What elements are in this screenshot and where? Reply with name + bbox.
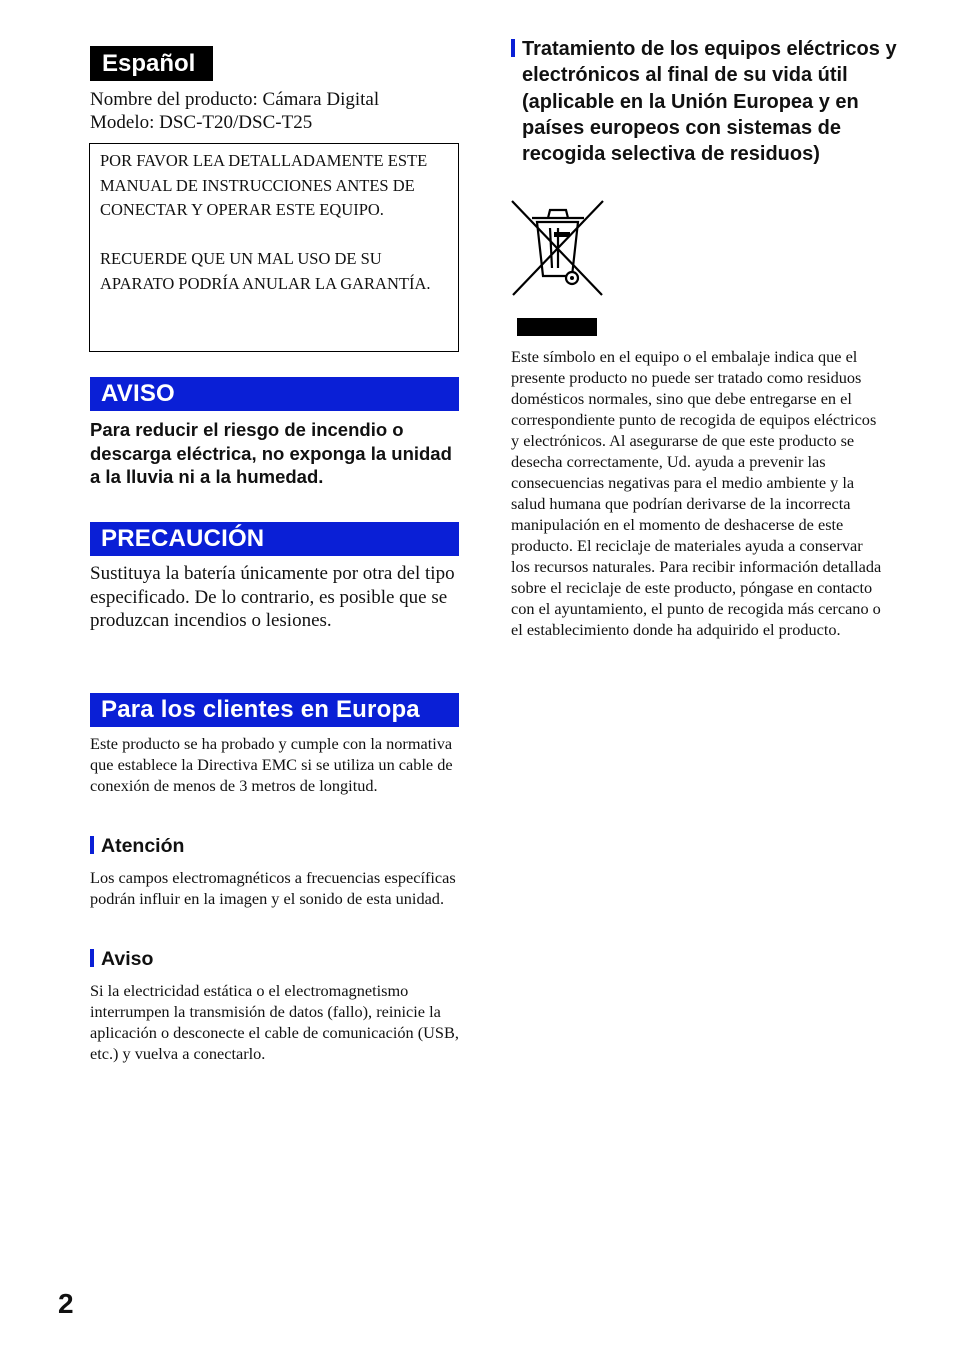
heading-marker (511, 39, 515, 57)
heading-marker (90, 836, 94, 854)
aviso-text: Para reducir el riesgo de incendio o descarga eléctrica, no exponga la unidad a la lluvia ni a la humedad. (90, 419, 452, 488)
weee-text: Este símbolo en el equipo o el embalaje indica que el presente producto no puede ser tratado como residuos domésticos normales, sino que debe entregarse en el correspondiente punto de recogida de equipos eléctricos y electrónicos. Al asegurarse de que este producto se desecha correctamente, Ud. ayuda a prevenir las consecuencias negativas para el medio ambiente y la salud humana que podrían derivarse de la incorrecta manipulación en el momento de deshacerse de este producto. El reciclaje de materiales ayuda a conservar los recursos naturales. Para recibir información detallada sobre el reciclaje de este producto, póngase en contacto con el ayuntamiento, el punto de recogida más cercano o el establecimiento donde ha adquirido el producto. (511, 347, 882, 639)
heading-marker (90, 949, 94, 967)
aviso-sub-heading (90, 947, 153, 971)
crossed-out-bin-icon (510, 198, 606, 298)
aviso-sub-text: Si la electricidad estática o el electromagnetismo interrumpen la transmisión de datos (fallo), reinicie la aplicación o desconecte el cable de comunicación (USB, etc.) y vuelva a conectarlo. (90, 981, 459, 1063)
europa-title-bar: Para los clientes en Europa (90, 693, 459, 727)
aviso-sub-heading-label: Aviso (101, 948, 154, 970)
product-model: Modelo: DSC-T20/DSC-T25 (90, 112, 313, 133)
weee-heading-label: Tratamiento de los equipos eléctricos y electrónicos al final de su vida útil (aplicable en la Unión Europea y en países europeos con sistemas de recogida selectiva de residuos) (522, 38, 897, 166)
europa-text: Este producto se ha probado y cumple con la normativa que establece la Directiva EMC si se utiliza un cable de conexión de menos de 3 metros de longitud. (90, 734, 453, 795)
notice-paragraph-warranty: RECUERDE QUE UN MAL USO DE SU APARATO PODRÍA ANULAR LA GARANTÍA. (100, 249, 431, 293)
aviso-title-bar: AVISO (90, 377, 459, 411)
page-number: 2 (58, 1288, 74, 1319)
atencion-heading-label: Atención (101, 835, 185, 857)
atencion-heading (90, 834, 184, 858)
weee-heading (511, 36, 911, 167)
notice-paragraph-read-manual: POR FAVOR LEA DETALLADAMENTE ESTE MANUAL DE INSTRUCCIONES ANTES DE CONECTAR Y OPERAR ESTE EQUIPO. (100, 151, 428, 220)
weee-black-bar (517, 318, 597, 336)
atencion-text: Los campos electromagnéticos a frecuencias específicas podrán influir en la imagen y el sonido de esta unidad. (90, 868, 456, 908)
precaucion-text: Sustituya la batería únicamente por otra del tipo especificado. De lo contrario, es posible que se produzcan incendios o lesiones. (90, 563, 455, 631)
notice-box (89, 143, 459, 352)
language-tab: Español (90, 46, 213, 81)
product-name: Nombre del producto: Cámara Digital (90, 89, 380, 110)
product-info (90, 88, 460, 134)
precaucion-title-bar: PRECAUCIÓN (90, 522, 459, 556)
